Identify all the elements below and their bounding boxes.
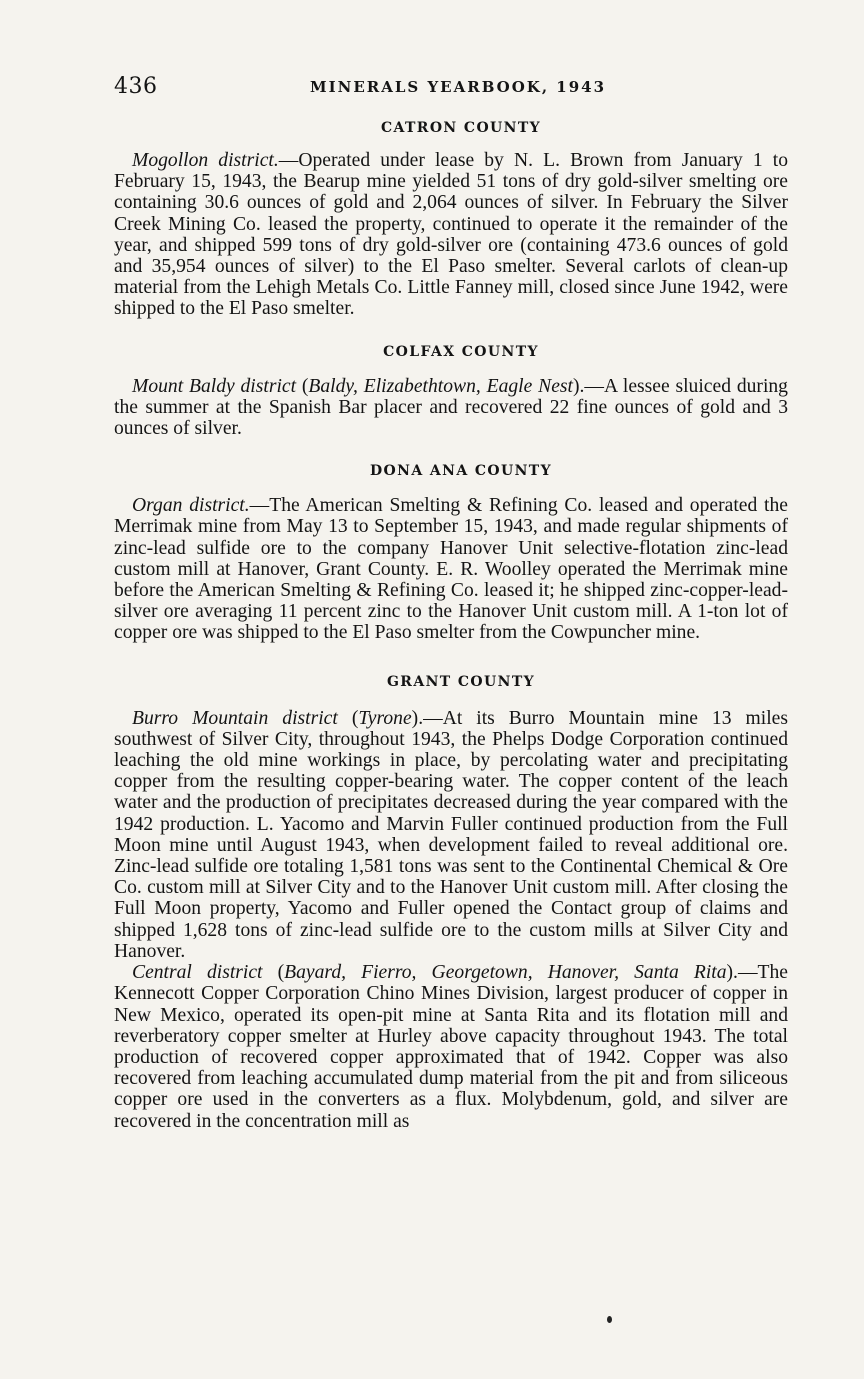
paragraph-organ (114, 495, 788, 643)
paragraph-text: ).—At its Burro Mountain mine 13 miles southwest of Silver City, throughout 1943, the Phelps Dodge Corporation continued leaching the old mine workings in place, by percolating water and precipitating copper from the resulting copper-bearing water. The copper content of the leach water and the production of precipitates decreased during the year compared with the 1942 production. L. Yacomo and Marvin Fuller continued production from the Full Moon mine until August 1943, when development failed to reveal additional ore. Zinc-lead sulfide ore totaling 1,581 tons was sent to the Continental Chemical & Ore Co. custom mill at Silver City and to the Hanover Unit custom mill. After closing the Full Moon property, Yacomo and Fuller opened the Contact group of claims and shipped 1,628 tons of zinc-lead sulfide ore to the custom mills at Silver City and Hanover. (114, 707, 788, 962)
paragraph-text: —Operated under lease by N. L. Brown from January 1 to February 15, 1943, the Bearup mine yielded 51 tons of dry gold-silver smelting ore containing 30.6 ounces of gold and 2,064 ounces of silver. In February the Silver Creek Mining Co. leased the property, continued to operate it the remainder of the year, and shipped 599 tons of dry gold-silver ore (containing 473.6 ounces of gold and 35,954 ounces of silver) to the El Paso smelter. Several carlots of clean-up material from the Lehigh Metals Co. Little Fanney mill, closed since June 1942, were shipped to the El Paso smelter. (114, 150, 788, 320)
district-name: Burro Mountain district (132, 707, 338, 729)
district-places: Tyrone (358, 707, 412, 729)
section-heading-dona-ana: DONA ANA COUNTY (369, 463, 553, 480)
paragraph-mogollon (114, 150, 788, 320)
paren-open: ( (296, 375, 309, 397)
section-heading-grant: GRANT COUNTY (386, 673, 536, 690)
paren-open: ( (262, 962, 285, 984)
paragraph-central (114, 962, 788, 1132)
district-name: Central district (132, 962, 263, 984)
district-places: Bayard, Fierro, Georgetown, Hanover, Santa Rita (284, 962, 727, 984)
body-text (114, 118, 788, 1132)
district-name: Mount Baldy district (132, 375, 297, 397)
paragraph-text: ).—The Kennecott Copper Corporation Chino Mines Division, largest producer of copper in New Mexico, operated its open-pit mine at Santa Rita and its flotation mill and reverberatory copper smelter at Hurley above capacity throughout 1943. The total production of recovered copper approximated that of 1942. Copper was also recovered from leaching accumulated dump material from the pit and from siliceous copper ore used in the converters as a flux. Molybdenum, gold, and silver are recovered in the concentration mill as (114, 962, 788, 1132)
district-places: Baldy, Elizabethtown, Eagle Nest (308, 375, 573, 397)
ink-speck (607, 1316, 612, 1323)
paragraph-burro-mountain (114, 708, 788, 962)
page-number: 436 (114, 74, 158, 99)
paragraph-mount-baldy (114, 376, 788, 440)
running-title: MINERALS YEARBOOK, 1943 (310, 78, 607, 96)
section-heading-colfax: COLFAX COUNTY (383, 343, 539, 360)
district-name: Organ district. (132, 495, 250, 517)
paragraph-text: —The American Smelting & Refining Co. leased and operated the Merrimak mine from May 13 to September 15, 1943, and made regular shipments of zinc-lead sulfide ore to the company Hanover Unit selective-flotation zinc-lead custom mill at Hanover, Grant County. E. R. Woolley operated the Merrimak mine before the American Smelting & Refining Co. leased it; he shipped zinc-copper-lead-silver ore averaging 11 percent zinc to the Hanover Unit custom mill. A 1-ton lot of copper ore was shipped to the El Paso smelter from the Cowpuncher mine. (114, 495, 788, 644)
section-heading-catron: CATRON COUNTY (380, 120, 542, 136)
district-name: Mogollon district. (132, 150, 279, 171)
paragraph-text: ).—A lessee sluiced during the summer at the Spanish Bar placer and recovered 22 fine ounces of gold and 3 ounces of silver. (114, 375, 788, 440)
paren-open: ( (337, 707, 359, 729)
